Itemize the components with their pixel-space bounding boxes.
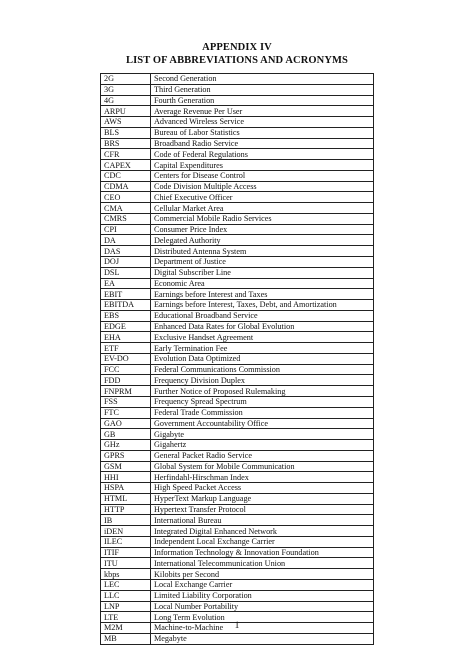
definition-cell: Fourth Generation	[151, 95, 374, 106]
table-row	[101, 289, 374, 300]
acronym-cell: GAO	[101, 418, 151, 429]
acronym-cell: CFR	[101, 149, 151, 160]
acronym-cell: FCC	[101, 364, 151, 375]
acronym-cell: FDD	[101, 375, 151, 386]
acronym-cell: EBS	[101, 310, 151, 321]
acronym-cell: ITIF	[101, 547, 151, 558]
acronym-cell: ITU	[101, 558, 151, 569]
table-row	[101, 127, 374, 138]
table-row	[101, 321, 374, 332]
acronym-cell: LTE	[101, 612, 151, 623]
table-row	[101, 310, 374, 321]
acronym-cell: GPRS	[101, 450, 151, 461]
acronym-cell: DA	[101, 235, 151, 246]
acronym-cell: DAS	[101, 246, 151, 257]
acronym-cell: BRS	[101, 138, 151, 149]
table-row	[101, 472, 374, 483]
table-row	[101, 601, 374, 612]
table-row	[101, 300, 374, 311]
table-row	[101, 396, 374, 407]
table-row	[101, 106, 374, 117]
definition-cell: Code Division Multiple Access	[151, 181, 374, 192]
acronym-cell: CPI	[101, 224, 151, 235]
table-row	[101, 181, 374, 192]
table-row	[101, 203, 374, 214]
definition-cell: Consumer Price Index	[151, 224, 374, 235]
acronym-cell: FSS	[101, 396, 151, 407]
acronym-cell: EBITDA	[101, 300, 151, 311]
acronym-cell: CMRS	[101, 213, 151, 224]
table-row	[101, 257, 374, 268]
acronym-cell: EA	[101, 278, 151, 289]
table-row	[101, 332, 374, 343]
definition-cell: Information Technology & Innovation Foundation	[151, 547, 374, 558]
acronym-cell: M2M	[101, 623, 151, 634]
definition-cell: Commercial Mobile Radio Services	[151, 213, 374, 224]
acronym-cell: CDC	[101, 170, 151, 181]
acronym-cell: DSL	[101, 267, 151, 278]
acronym-table-body	[101, 74, 374, 645]
definition-cell: Second Generation	[151, 74, 374, 85]
table-row	[101, 429, 374, 440]
table-row	[101, 418, 374, 429]
definition-cell: Department of Justice	[151, 257, 374, 268]
list-title: LIST OF ABBREVIATIONS AND ACRONYMS	[125, 55, 348, 66]
definition-cell: High Speed Packet Access	[151, 483, 374, 494]
table-row	[101, 84, 374, 95]
acronym-cell: AWS	[101, 117, 151, 128]
definition-cell: Machine-to-Machine	[151, 623, 374, 634]
definition-cell: Integrated Digital Enhanced Network	[151, 526, 374, 537]
acronym-cell: DOJ	[101, 257, 151, 268]
definition-cell: Exclusive Handset Agreement	[151, 332, 374, 343]
definition-cell: Local Number Portability	[151, 601, 374, 612]
definition-cell: Cellular Market Area	[151, 203, 374, 214]
definition-cell: Advanced Wireless Service	[151, 117, 374, 128]
definition-cell: Enhanced Data Rates for Global Evolution	[151, 321, 374, 332]
acronym-cell: HHI	[101, 472, 151, 483]
acronym-cell: 4G	[101, 95, 151, 106]
acronym-cell: GSM	[101, 461, 151, 472]
acronym-cell: FTC	[101, 407, 151, 418]
acronym-cell: ARPU	[101, 106, 151, 117]
table-row	[101, 633, 374, 644]
acronym-cell: 2G	[101, 74, 151, 85]
definition-cell: Delegated Authority	[151, 235, 374, 246]
definition-cell: Global System for Mobile Communication	[151, 461, 374, 472]
table-row	[101, 515, 374, 526]
acronym-cell: BLS	[101, 127, 151, 138]
definition-cell: Chief Executive Officer	[151, 192, 374, 203]
acronym-cell: EV-DO	[101, 353, 151, 364]
definition-cell: HyperText Markup Language	[151, 493, 374, 504]
table-row	[101, 95, 374, 106]
table-row	[101, 493, 374, 504]
acronym-cell: EHA	[101, 332, 151, 343]
acronym-cell: HTTP	[101, 504, 151, 515]
table-row	[101, 224, 374, 235]
definition-cell: Limited Liability Corporation	[151, 590, 374, 601]
appendix-title: APPENDIX IV	[202, 42, 272, 53]
definition-cell: Broadband Radio Service	[151, 138, 374, 149]
definition-cell: Kilobits per Second	[151, 569, 374, 580]
acronym-table	[100, 73, 374, 645]
acronym-cell: HSPA	[101, 483, 151, 494]
acronym-cell: CEO	[101, 192, 151, 203]
table-row	[101, 407, 374, 418]
acronym-cell: 3G	[101, 84, 151, 95]
definition-cell: Frequency Spread Spectrum	[151, 396, 374, 407]
acronym-cell: CDMA	[101, 181, 151, 192]
table-row	[101, 353, 374, 364]
definition-cell: Centers for Disease Control	[151, 170, 374, 181]
table-row	[101, 386, 374, 397]
acronym-cell: LLC	[101, 590, 151, 601]
definition-cell: Further Notice of Proposed Rulemaking	[151, 386, 374, 397]
table-row	[101, 461, 374, 472]
definition-cell: Code of Federal Regulations	[151, 149, 374, 160]
definition-cell: Third Generation	[151, 84, 374, 95]
definition-cell: Economic Area	[151, 278, 374, 289]
table-row	[101, 138, 374, 149]
definition-cell: Herfindahl-Hirschman Index	[151, 472, 374, 483]
definition-cell: Earnings before Interest and Taxes	[151, 289, 374, 300]
table-row	[101, 160, 374, 171]
acronym-cell: EDGE	[101, 321, 151, 332]
table-row	[101, 117, 374, 128]
definition-cell: Early Termination Fee	[151, 343, 374, 354]
acronym-cell: ETF	[101, 343, 151, 354]
table-row	[101, 526, 374, 537]
table-row	[101, 579, 374, 590]
acronym-cell: ILEC	[101, 536, 151, 547]
acronym-cell: GHz	[101, 440, 151, 451]
definition-cell: Distributed Antenna System	[151, 246, 374, 257]
definition-cell: Evolution Data Optimized	[151, 353, 374, 364]
acronym-cell: kbps	[101, 569, 151, 580]
definition-cell: Federal Trade Commission	[151, 407, 374, 418]
definition-cell: Independent Local Exchange Carrier	[151, 536, 374, 547]
acronym-cell: CMA	[101, 203, 151, 214]
acronym-cell: CAPEX	[101, 160, 151, 171]
table-row	[101, 343, 374, 354]
definition-cell: Long Term Evolution	[151, 612, 374, 623]
table-row	[101, 450, 374, 461]
table-row	[101, 74, 374, 85]
table-row	[101, 192, 374, 203]
table-row	[101, 170, 374, 181]
acronym-cell: LNP	[101, 601, 151, 612]
definition-cell: Gigahertz	[151, 440, 374, 451]
table-row	[101, 440, 374, 451]
acronym-cell: IB	[101, 515, 151, 526]
definition-cell: Federal Communications Commission	[151, 364, 374, 375]
table-row	[101, 364, 374, 375]
definition-cell: International Bureau	[151, 515, 374, 526]
acronym-cell: EBIT	[101, 289, 151, 300]
definition-cell: Earnings before Interest, Taxes, Debt, and Amortization	[151, 300, 374, 311]
table-row	[101, 569, 374, 580]
table-row	[101, 246, 374, 257]
definition-cell: Government Accountability Office	[151, 418, 374, 429]
table-row	[101, 235, 374, 246]
definition-cell: Hypertext Transfer Protocol	[151, 504, 374, 515]
table-row	[101, 558, 374, 569]
table-row	[101, 504, 374, 515]
acronym-cell: HTML	[101, 493, 151, 504]
acronym-cell: LEC	[101, 579, 151, 590]
definition-cell: Educational Broadband Service	[151, 310, 374, 321]
definition-cell: Local Exchange Carrier	[151, 579, 374, 590]
acronym-cell: MB	[101, 633, 151, 644]
definition-cell: General Packet Radio Service	[151, 450, 374, 461]
definition-cell: Bureau of Labor Statistics	[151, 127, 374, 138]
table-row	[101, 536, 374, 547]
table-row	[101, 483, 374, 494]
acronym-cell: GB	[101, 429, 151, 440]
definition-cell: Frequency Division Duplex	[151, 375, 374, 386]
page-number: 1	[234, 621, 240, 631]
table-row	[101, 590, 374, 601]
table-row	[101, 213, 374, 224]
acronym-cell: FNPRM	[101, 386, 151, 397]
table-row	[101, 149, 374, 160]
definition-cell: Average Revenue Per User	[151, 106, 374, 117]
table-row	[101, 267, 374, 278]
definition-cell: International Telecommunication Union	[151, 558, 374, 569]
definition-cell: Gigabyte	[151, 429, 374, 440]
table-row	[101, 547, 374, 558]
acronym-cell: iDEN	[101, 526, 151, 537]
definition-cell: Capital Expenditures	[151, 160, 374, 171]
definition-cell: Digital Subscriber Line	[151, 267, 374, 278]
table-row	[101, 375, 374, 386]
table-row	[101, 278, 374, 289]
definition-cell: Megabyte	[151, 633, 374, 644]
